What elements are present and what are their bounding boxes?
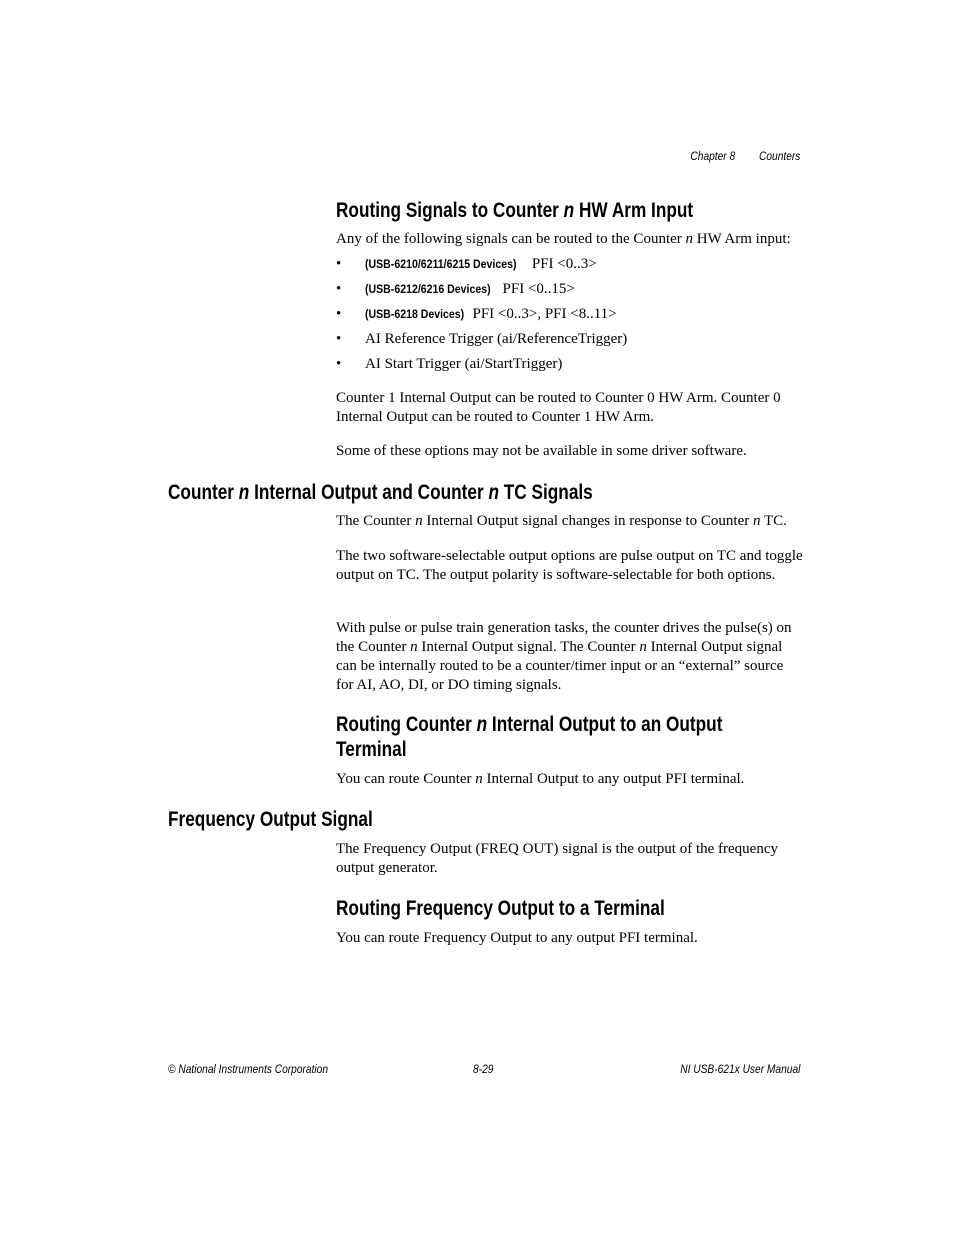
driver-note-paragraph: Some of these options may not be available in some driver software. [336,443,747,459]
heading-italic-n: n [476,713,488,736]
device-tag: (USB-6210/6211/6215 Devices) [365,257,517,271]
list-item-text: PFI <0..3>, PFI <8..11> [468,306,617,322]
heading-text: Counter [168,481,239,504]
page-number: 8-29 [473,1062,494,1076]
text: You can route Counter [336,771,476,787]
device-tag: (USB-6218 Devices) [365,307,465,321]
bullet-icon: • [336,331,342,347]
heading-italic-n: n [563,199,575,222]
output-options-paragraph: The two software-selectable output options are pulse output on TC and toggle output on TC. The output polarity is software-selectable for both options. [336,548,803,583]
list-item [336,255,627,280]
footer-manual-title: NI USB-621x User Manual [679,1062,800,1076]
list-item [336,280,627,305]
intro-paragraph [336,230,804,249]
heading-internal-output-tc [168,480,593,505]
bullet-icon: • [336,256,342,272]
text: Internal Output signal can be internally routed to be a counter/timer input or an “external” source for AI, AO, DI, or DO timing signals. [336,639,784,693]
heading-italic-n: n [488,481,499,504]
heading-text: HW Arm Input [574,199,694,222]
chapter-label: Chapter 8 [690,149,735,163]
list-item-text: PFI <0..15> [498,281,575,297]
italic-n: n [753,513,761,529]
list-item [336,330,627,355]
heading-hw-arm-input [336,198,693,223]
route-freq-paragraph: You can route Frequency Output to any output PFI terminal. [336,930,698,946]
text: With pulse or pulse train generation tasks, the counter drives the pulse(s) on the Counter [336,620,792,655]
heading-text: Routing Counter [336,713,477,736]
bullet-icon: • [336,356,342,372]
route-internal-output-paragraph [336,770,804,789]
text: TC. [760,513,787,529]
text: Any of the following signals can be routed to the Counter [336,231,686,247]
heading-text: Routing Signals to Counter [336,199,564,222]
running-header [690,149,800,163]
internal-output-paragraph [336,512,804,531]
text: Internal Output to any output PFI terminal. [482,771,745,787]
heading-route-internal-output [336,712,722,762]
heading-route-frequency-output: Routing Frequency Output to a Terminal [336,897,665,920]
section-label: Counters [758,149,800,163]
device-tag: (USB-6212/6216 Devices) [365,282,491,296]
text: HW Arm input: [693,231,791,247]
text: Internal Output signal. The Counter [417,639,640,655]
italic-n: n [415,513,423,529]
list-item-text: AI Start Trigger (ai/StartTrigger) [365,356,563,372]
italic-n: n [685,231,694,247]
bullet-icon: • [336,281,342,297]
italic-n: n [639,639,647,655]
heading-frequency-output-signal: Frequency Output Signal [168,808,373,831]
heading-text: Terminal [336,738,407,761]
italic-n: n [475,771,483,787]
list-item [336,355,627,380]
freq-out-paragraph: The Frequency Output (FREQ OUT) signal is the output of the frequency output generator. [336,841,778,876]
heading-text: Internal Output and Counter [249,481,489,504]
list-item-text: PFI <0..3> [528,256,597,272]
footer-copyright: © National Instruments Corporation [168,1062,329,1076]
arm-routing-paragraph: Counter 1 Internal Output can be routed to Counter 0 HW Arm. Counter 0 Internal Output can be routed to Counter 1 HW Arm. [336,390,781,425]
pulse-generation-paragraph [336,619,804,695]
list-item-text: AI Reference Trigger (ai/ReferenceTrigger) [365,331,628,347]
heading-text: Internal Output to an Output [487,713,723,736]
list-item [336,305,627,330]
heading-italic-n: n [238,481,250,504]
italic-n: n [410,639,418,655]
heading-text: TC Signals [498,481,593,504]
bullet-icon: • [336,306,342,322]
signal-list [336,255,627,380]
text: The Counter [336,513,416,529]
text: Internal Output signal changes in response to Counter [422,513,754,529]
